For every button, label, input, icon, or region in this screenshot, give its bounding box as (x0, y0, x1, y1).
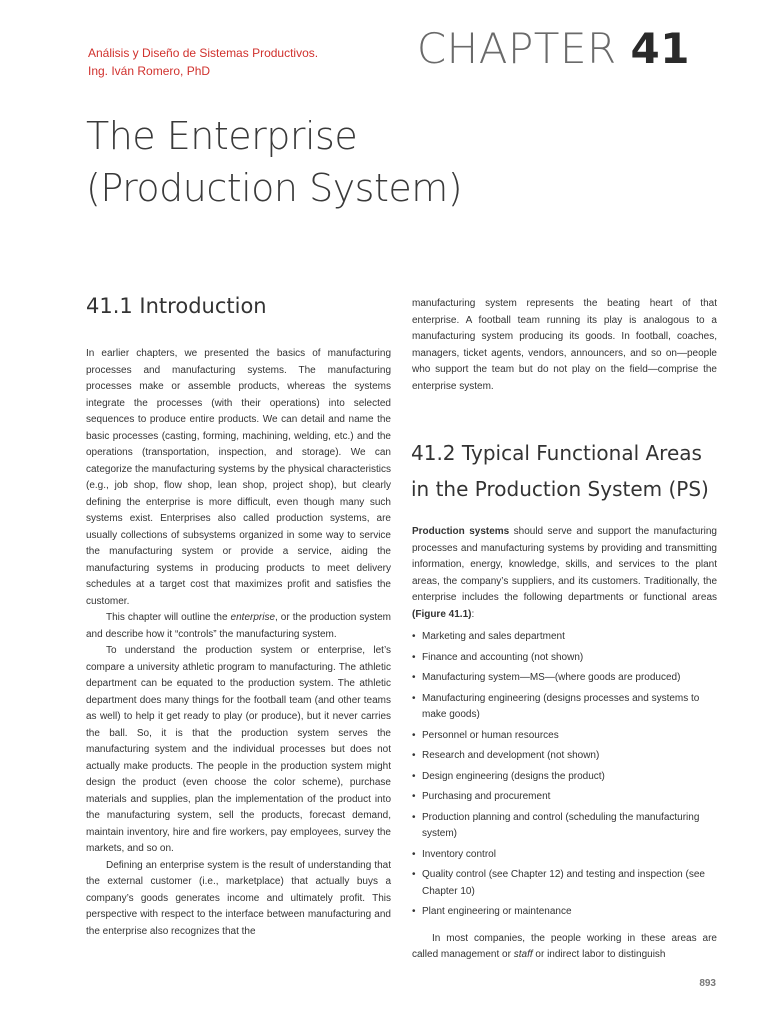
emphasis-enterprise: enterprise (230, 612, 276, 623)
chapter-number: 41 (630, 24, 690, 73)
right-column (412, 296, 717, 395)
section-heading-line2: in the Production System (PS) (411, 477, 709, 501)
list-item: • Manufacturing system—MS—(where goods are produced) (412, 670, 717, 687)
term-production-systems: Production systems (412, 526, 510, 537)
list-item: • Quality control (see Chapter 12) and testing and inspection (see Chapter 10) (412, 867, 717, 900)
emphasis-staff: staff (513, 949, 533, 960)
chapter-heading (417, 24, 690, 73)
page-number: 893 (699, 978, 716, 989)
author-name: Ing. Iván Romero, PhD (88, 64, 211, 78)
functional-areas-body (412, 524, 717, 964)
paragraph: Production systems should serve and support the manufacturing processes and manufacturing systems by providing and transmitting information, energy, knowledge, skills, and services to the plant areas, the company’s suppliers, and its customers. Traditionally, the enterprise includes the following departments or functional areas (Figure 41.1): (412, 526, 717, 620)
list-item: • Manufacturing engineering (designs processes and systems to make goods) (412, 691, 717, 724)
paragraph: Defining an enterprise system is the result of understanding that the external customer (i.e., marketplace) that actually buys a company’s goods generates income and ultimately profit. This perspective with respect to the interface between manufacturing and the enterprise also recognizes that the (86, 859, 391, 937)
list-item: • Research and development (not shown) (412, 748, 717, 765)
list-item: • Production planning and control (scheduling the manufacturing system) (412, 810, 717, 843)
paragraph: This chapter will outline the enterprise, or the production system and describe how it “controls” the manufacturing system. (86, 612, 391, 640)
section-heading-introduction: 41.1 Introduction (86, 294, 267, 318)
list-item: • Marketing and sales department (412, 629, 717, 646)
left-column (86, 346, 391, 940)
figure-reference: (Figure 41.1) (412, 608, 472, 620)
list-item: • Finance and accounting (not shown) (412, 650, 717, 667)
chapter-title-line1: The Enterprise (86, 114, 358, 158)
paragraph: To understand the production system or enterprise, let’s compare a university athletic program to manufacturing. The athletic department can be equated to the production system. The athletic department does many things for the football team (and other teams as well) to help it get ready to play (or produce), but it never carries the ball. So, it is that the production system serves the manufacturing system and the individual processes but does not actually make products. The people in the production system might design the product (even choose the color scheme), purchase materials and supplies, plan the implementation of the product into the manufacturing system, sell the products, forecast demand, maintain inventory, hire and fire workers, pay employees, survey the markets, and so on. (86, 645, 391, 854)
paragraph: In earlier chapters, we presented the basics of manufacturing processes and manufacturing systems. The manufacturing processes make or assemble products, whereas the systems integrate the processes (with their operations) into selected sequences to produce entire products. We can detail and name the basic processes (casting, forming, machining, welding, etc.) and the operations (transportation, inspection, and storage). We can categorize the manufacturing systems by the physical characteristics (e.g., job shop, flow shop, lean shop, project shop), but clearly defining the enterprise is more difficult, even though many such systems exist. Enterprises also called production systems, are usually collections of subsystems organized in some way to service the manufacturing system or provide a service, aiding the manufacturing systems in producing products to meet delivery schedules at a target cost that maximizes profit and satisfies the customer. (86, 348, 391, 607)
list-item: • Personnel or human resources (412, 728, 717, 745)
paragraph: In most companies, the people working in these areas are called management or staff or indirect labor to distinguish (412, 932, 717, 960)
author-note (88, 44, 318, 80)
course-title: Análisis y Diseño de Sistemas Productivos. (88, 46, 319, 60)
chapter-title (86, 110, 462, 214)
list-item: • Inventory control (412, 847, 717, 864)
list-item: • Plant engineering or maintenance (412, 904, 717, 921)
section-heading-functional-areas (411, 435, 709, 507)
paragraph-continued: manufacturing system represents the beating heart of that enterprise. A football team running its play is analogous to a manufacturing system producing its goods. In football, coaches, managers, ticket agents, vendors, announcers, and so on—people who support the team but do not play on the field—comprise the enterprise system. (412, 298, 717, 392)
functional-areas-list (412, 629, 717, 921)
chapter-title-line2: (Production System) (86, 166, 463, 210)
list-item: • Design engineering (designs the product) (412, 769, 717, 786)
chapter-word: CHAPTER (416, 24, 617, 73)
section-heading-line1: 41.2 Typical Functional Areas (411, 441, 702, 465)
list-item: • Purchasing and procurement (412, 789, 717, 806)
